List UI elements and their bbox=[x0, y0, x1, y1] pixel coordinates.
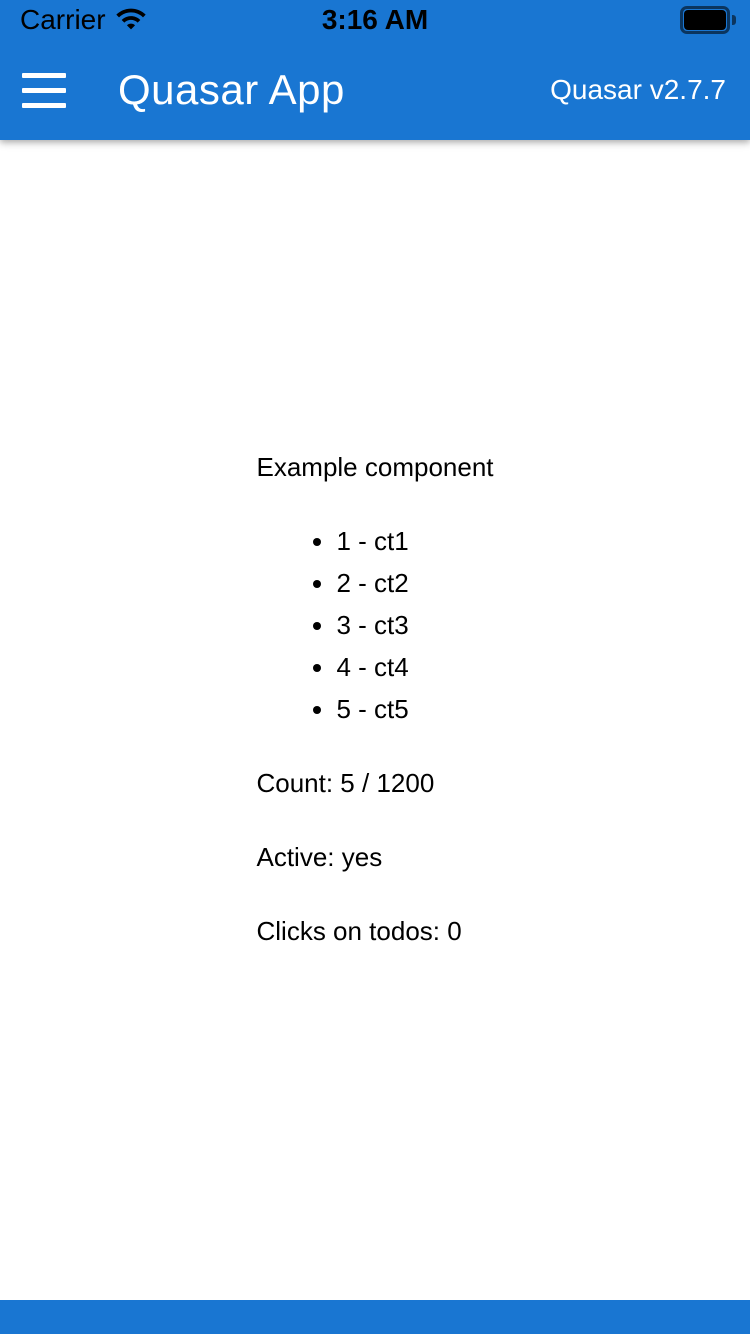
battery-icon bbox=[680, 6, 736, 34]
menu-bar bbox=[22, 73, 66, 78]
content bbox=[0, 140, 750, 1300]
time-label: 3:16 AM bbox=[321, 4, 429, 35]
todo-item[interactable]: • 1 - ct1 bbox=[336, 520, 493, 562]
example-heading: Example component bbox=[256, 452, 494, 482]
todo-item[interactable]: • 2 - ct2 bbox=[336, 562, 493, 604]
status-bar bbox=[0, 0, 750, 40]
footer-bar bbox=[0, 1300, 750, 1334]
clicks-label: Clicks on todos: 0 bbox=[256, 916, 462, 946]
version-label: Quasar v2.7.7 bbox=[550, 74, 726, 105]
menu-bar bbox=[22, 88, 66, 93]
toolbar bbox=[0, 40, 750, 140]
active-label: Active: yes bbox=[256, 842, 383, 872]
menu-button[interactable] bbox=[22, 55, 82, 125]
battery-fill bbox=[684, 10, 726, 30]
app-header bbox=[0, 0, 750, 140]
todo-item[interactable]: • 4 - ct4 bbox=[336, 646, 493, 688]
todo-item[interactable]: • 5 - ct5 bbox=[336, 688, 493, 730]
battery-nub bbox=[732, 15, 736, 25]
wifi-icon bbox=[115, 8, 147, 32]
page-block bbox=[256, 140, 493, 952]
todo-item[interactable]: • 3 - ct3 bbox=[336, 604, 493, 646]
page-title: Quasar App bbox=[118, 66, 345, 113]
carrier-label: Carrier bbox=[20, 4, 106, 35]
count-label: Count: 5 / 1200 bbox=[256, 768, 435, 798]
carrier-group bbox=[20, 0, 147, 40]
todo-list bbox=[256, 520, 493, 730]
battery-body bbox=[680, 6, 730, 34]
menu-bar bbox=[22, 103, 66, 108]
